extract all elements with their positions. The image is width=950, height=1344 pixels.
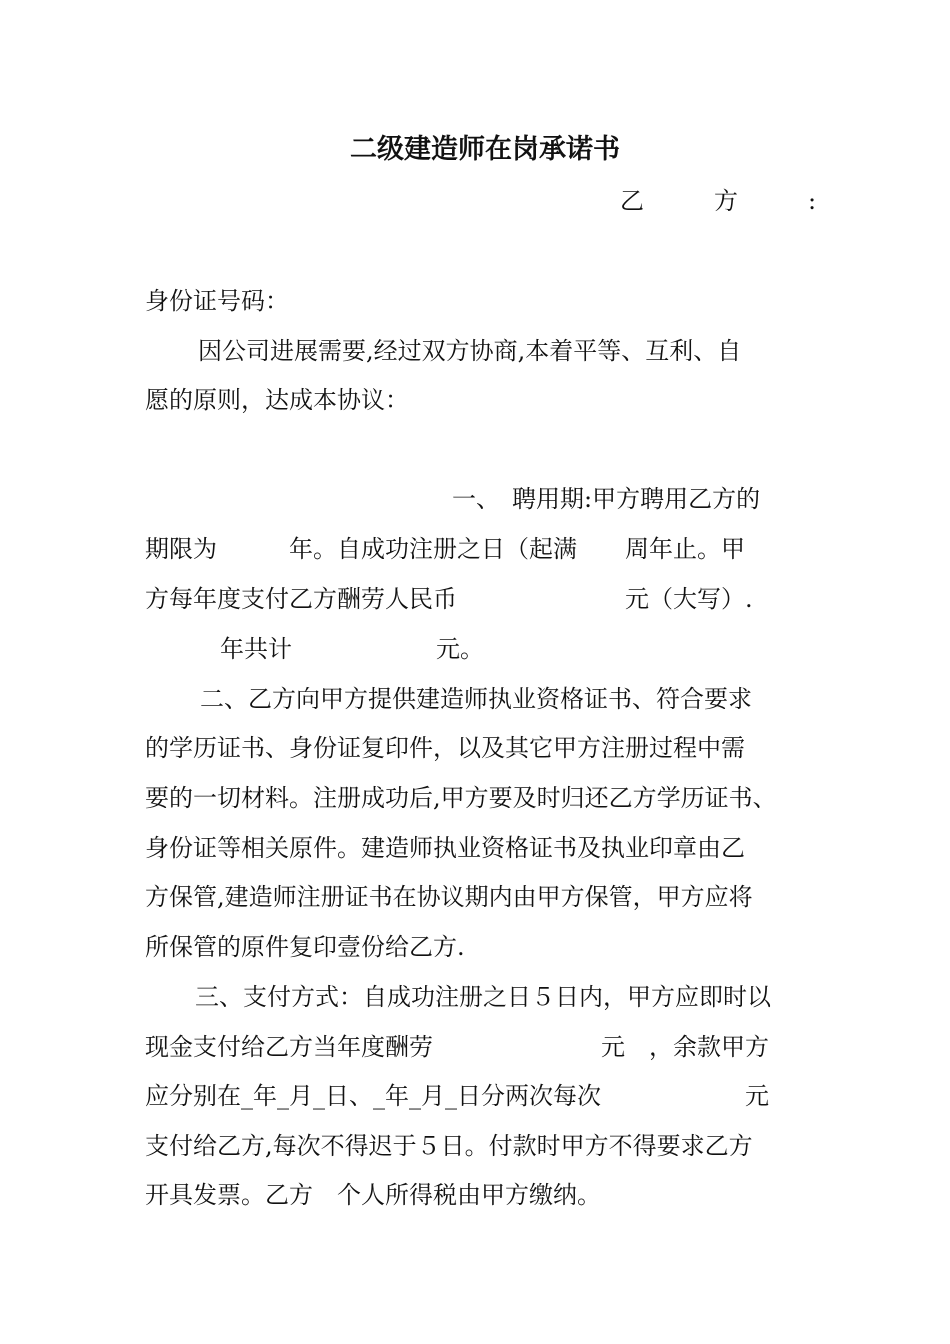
clause-2-line-2: 的学历证书、身份证复印件，以及其它甲方注册过程中需	[145, 734, 745, 762]
intro-line-1: 因公司进展需要,经过双方协商,本着平等、互利、自	[198, 337, 742, 365]
clause-1-line-3: 方每年度支付乙方酬劳人民币 元（大写）.	[145, 585, 753, 613]
id-number-label: 身份证号码：	[145, 287, 289, 315]
clause-3-line-1: 三、支付方式：自成功注册之日５日内，甲方应即时以	[195, 983, 771, 1011]
clause-3-line-2: 现金支付给乙方当年度酬劳 元 ，余款甲方	[145, 1033, 769, 1061]
clause-1-line-4: 年共计 元。	[220, 635, 484, 663]
document-title: 二级建造师在岗承诺书	[350, 134, 620, 165]
clause-2-line-6: 所保管的原件复印壹份给乙方.	[145, 933, 465, 961]
party-b-yi: 乙	[620, 187, 644, 215]
clause-2-line-3: 要的一切材料。注册成功后,甲方要及时归还乙方学历证书、	[145, 784, 777, 812]
clause-2-line-5: 方保管,建造师注册证书在协议期内由甲方保管，甲方应将	[145, 883, 753, 911]
clause-3-line-4: 支付给乙方,每次不得迟于５日。付款时甲方不得要求乙方	[145, 1132, 753, 1160]
clause-1-line-2: 期限为 年。自成功注册之日（起满 周年止。甲	[145, 535, 745, 563]
clause-2-line-1: 二、乙方向甲方提供建造师执业资格证书、符合要求	[200, 685, 752, 713]
clause-3-line-5: 开具发票。乙方 个人所得税由甲方缴纳。	[145, 1181, 601, 1209]
clause-1-line-1: 一、 聘用期:甲方聘用乙方的	[452, 485, 761, 513]
party-b-fang: 方	[714, 187, 738, 215]
party-b-colon: :	[808, 187, 817, 215]
clause-2-line-4: 身份证等相关原件。建造师执业资格证书及执业印章由乙	[145, 834, 745, 862]
intro-line-2: 愿的原则，达成本协议：	[145, 386, 409, 414]
clause-3-line-3: 应分别在_年_月_日、_年_月_日分两次每次 元	[145, 1082, 769, 1110]
